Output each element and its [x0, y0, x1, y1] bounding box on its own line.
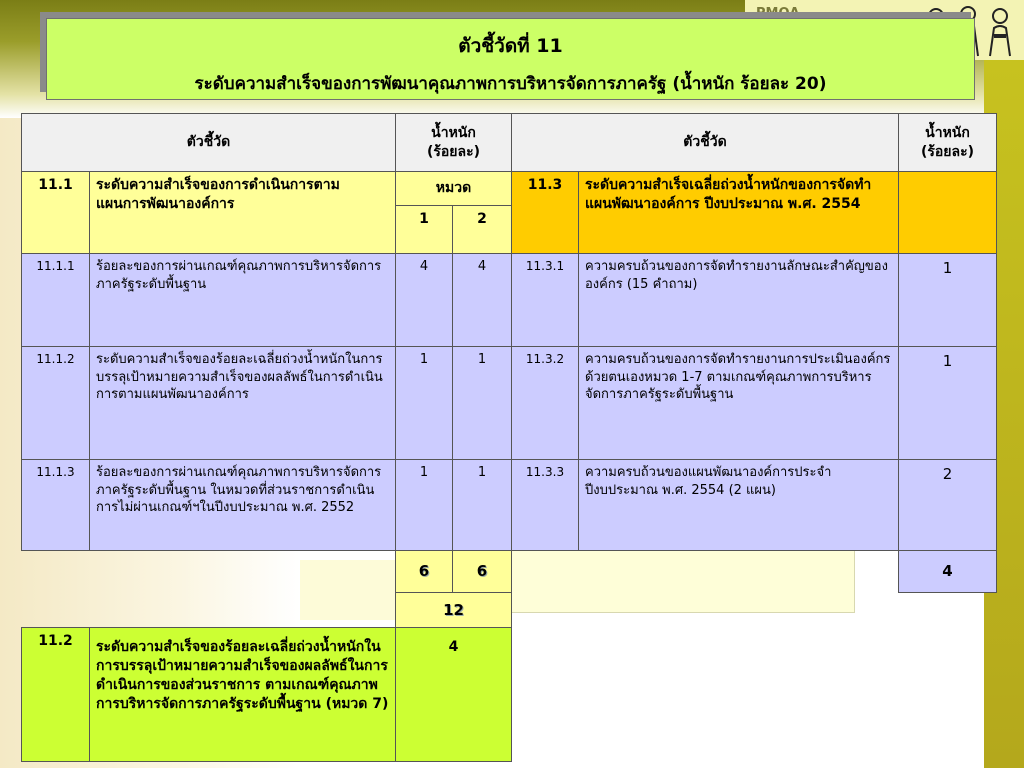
group-11-2-label: ระดับความสำเร็จของร้อยละเฉลี่ยถ่วงน้ำหนักในการบรรลุเป้าหมายความสำเร็จของผลลัพธ์ในการดำเนินการของส่วนราชการ ตามเกณฑ์คุณภาพการบริหารจัดการภาครัฐระดับพื้นฐาน (หมวด 7) — [90, 628, 396, 762]
row-code-right: 11.3.1 — [512, 254, 579, 347]
header-indicator-right-label: ตัวชี้วัด — [683, 134, 727, 151]
header-weight-right-unit: (ร้อยละ) — [920, 143, 975, 160]
group-11-2-code: 11.2 — [22, 628, 90, 762]
header-indicator-label: ตัวชี้วัด — [186, 134, 231, 151]
group-11-2-row — [22, 628, 997, 762]
row-weight-cat1: 1 — [396, 460, 453, 551]
category-1: 1 — [396, 206, 453, 254]
group-11-3-label: ระดับความสำเร็จเฉลี่ยถ่วงน้ำหนักของการจัดทำแผนพัฒนาองค์การ ปีงบประมาณ พ.ศ. 2554 — [579, 172, 899, 254]
header-weight — [396, 114, 512, 172]
table-header-row — [22, 114, 997, 172]
row-weight-cat2: 1 — [453, 460, 512, 551]
table-row — [22, 347, 997, 460]
spacer — [512, 551, 899, 593]
right-sum: 4 — [899, 551, 997, 593]
category-header: หมวด — [396, 172, 512, 206]
indicator-table — [21, 113, 997, 762]
header-indicator-right — [512, 114, 899, 172]
row-code-right: 11.3.2 — [512, 347, 579, 460]
row-text-right: ความครบถ้วนของการจัดทำรายงานลักษณะสำคัญขององค์กร (15 คำถาม) — [579, 254, 899, 347]
header-weight-right — [899, 114, 997, 172]
group-11-1-code: 11.1 — [22, 172, 90, 254]
title-box — [46, 18, 975, 100]
group-11-2-weight: 4 — [396, 628, 512, 762]
table-row — [22, 460, 997, 551]
row-weight-cat1: 4 — [396, 254, 453, 347]
row-code-left: 11.1.2 — [22, 347, 90, 460]
grand-total-row — [22, 593, 997, 628]
cat1-sum: 6 — [396, 551, 453, 593]
row-weight-cat2: 1 — [453, 347, 512, 460]
row-text-left: ร้อยละของการผ่านเกณฑ์คุณภาพการบริหารจัดการภาครัฐระดับพื้นฐาน — [90, 254, 396, 347]
row-text-right: ความครบถ้วนของแผนพัฒนาองค์การประจำปีงบประมาณ พ.ศ. 2554 (2 แผน) — [579, 460, 899, 551]
spacer — [512, 593, 997, 628]
page-subtitle: ระดับความสำเร็จของการพัฒนาคุณภาพการบริหารจัดการภาครัฐ (น้ำหนัก ร้อยละ 20) — [194, 74, 827, 94]
header-indicator — [22, 114, 396, 172]
row-text-left: ระดับความสำเร็จของร้อยละเฉลี่ยถ่วงน้ำหนักในการบรรลุเป้าหมายความสำเร็จของผลลัพธ์ในการดำเนินการตามแผนพัฒนาองค์การ — [90, 347, 396, 460]
row-weight-right: 2 — [899, 460, 997, 551]
row-code-left: 11.1.3 — [22, 460, 90, 551]
row-weight-right: 1 — [899, 347, 997, 460]
spacer — [22, 551, 396, 593]
row-weight-cat2: 4 — [453, 254, 512, 347]
group-11-3-weight — [899, 172, 997, 254]
spacer — [22, 593, 396, 628]
row-weight-cat1: 1 — [396, 347, 453, 460]
row-text-right: ความครบถ้วนของการจัดทำรายงานการประเมินองค์กรด้วยตนเองหมวด 1-7 ตามเกณฑ์คุณภาพการบริหารจัดการภาครัฐระดับพื้นฐาน — [579, 347, 899, 460]
row-text-left: ร้อยละของการผ่านเกณฑ์คุณภาพการบริหารจัดการภาครัฐระดับพื้นฐาน ในหมวดที่ส่วนราชการดำเนินการไม่ผ่านเกณฑ์ฯในปีงบประมาณ พ.ศ. 2552 — [90, 460, 396, 551]
group-11-3-code: 11.3 — [512, 172, 579, 254]
group-row — [22, 172, 997, 206]
grand-sum: 12 — [396, 593, 512, 628]
cat2-sum: 6 — [453, 551, 512, 593]
table-row — [22, 254, 997, 347]
header-weight-right-label: น้ำหนัก — [925, 124, 970, 141]
group-11-1-label: ระดับความสำเร็จของการดำเนินการตามแผนการพัฒนาองค์การ — [90, 172, 396, 254]
row-code-right: 11.3.3 — [512, 460, 579, 551]
page-title: ตัวชี้วัดที่ 11 — [458, 35, 563, 57]
header-weight-label: น้ำหนัก — [431, 124, 476, 141]
row-code-left: 11.1.1 — [22, 254, 90, 347]
row-weight-right: 1 — [899, 254, 997, 347]
spacer — [512, 628, 997, 762]
header-weight-unit: (ร้อยละ) — [426, 143, 481, 160]
subtotal-row — [22, 551, 997, 593]
category-2: 2 — [453, 206, 512, 254]
